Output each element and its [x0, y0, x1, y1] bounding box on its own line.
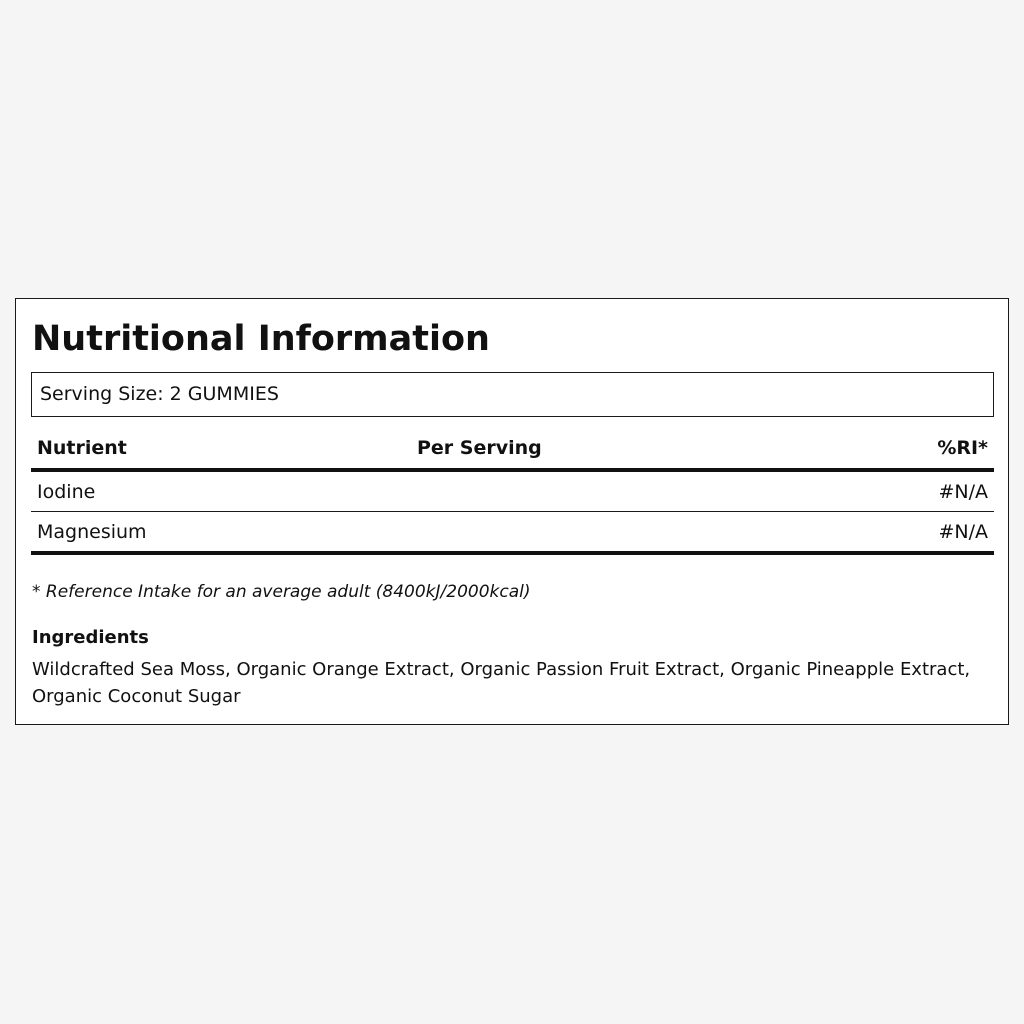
nutrient-name: Iodine [37, 481, 96, 503]
header-ri: %RI* [937, 437, 988, 459]
table-row [31, 472, 994, 512]
nutrition-panel [15, 298, 1009, 725]
nutrient-ri: #N/A [938, 481, 988, 503]
ingredients-heading: Ingredients [32, 627, 149, 648]
nutrient-table [31, 427, 994, 555]
table-header-row [31, 427, 994, 472]
header-nutrient: Nutrient [37, 437, 127, 459]
nutrient-name: Magnesium [37, 521, 147, 543]
nutrient-ri: #N/A [938, 521, 988, 543]
header-per-serving: Per Serving [417, 437, 542, 459]
panel-title: Nutritional Information [32, 319, 490, 359]
table-row [31, 512, 994, 555]
reference-intake-footnote: * Reference Intake for an average adult (8400kJ/2000kcal) [32, 582, 531, 602]
serving-size-box: Serving Size: 2 GUMMIES [31, 372, 994, 417]
ingredients-list: Wildcrafted Sea Moss, Organic Orange Extract, Organic Passion Fruit Extract, Organic Pineapple Extract, Organic Coconut Sugar [32, 659, 971, 707]
